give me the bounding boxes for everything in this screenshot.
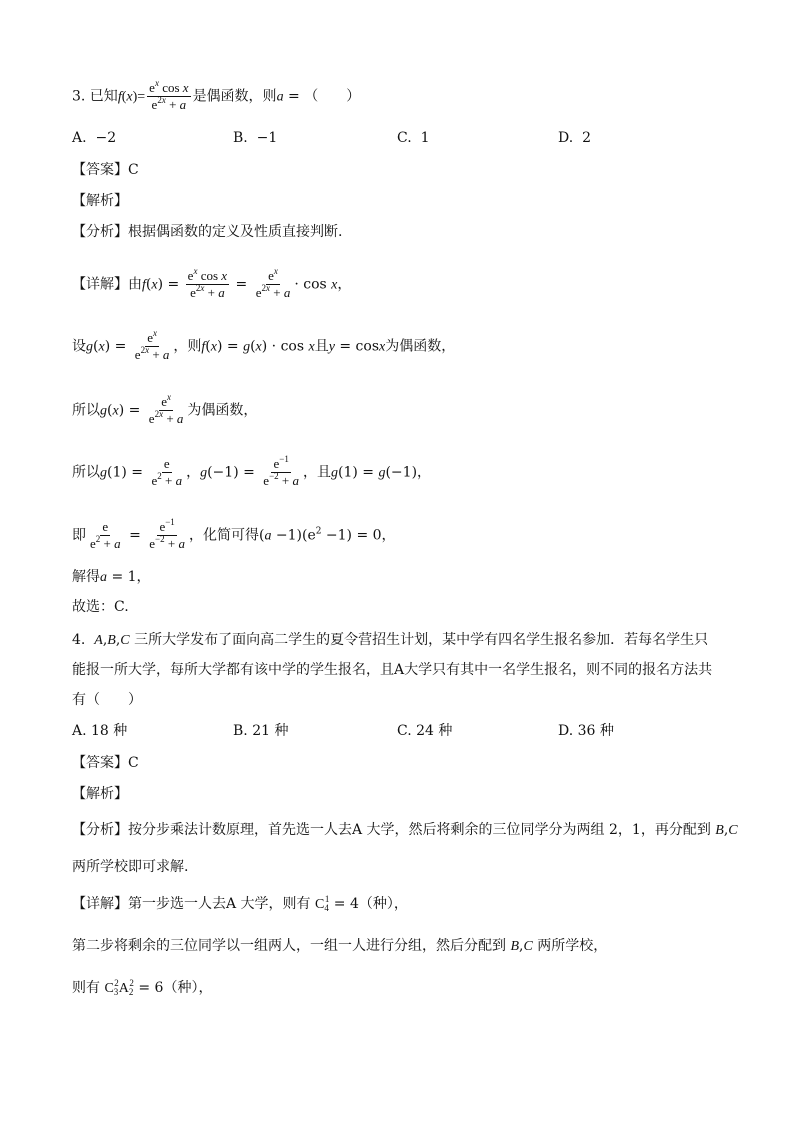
q4-stem-line2: 能报一所大学，每所大学都有该中学的学生报名，且A大学只有其中一名学生报名，则不同的报名方法共	[72, 662, 713, 678]
q3-detail-line6: 解得a = 1，	[72, 569, 151, 585]
q3-answer: 【答案】C	[72, 162, 139, 178]
q3-fenxi: 【分析】根据偶函数的定义及性质直接判断.	[72, 224, 343, 240]
q3-detail-line5: 即 $\frac{e}{e^2 + a}$ = $\frac{e^{-1}}{e^{-2} + a}$ ，化简可得$(a -1)(e^2 -1) = 0$，	[72, 517, 396, 551]
q3-detail-line4: 所以g(1) = $\frac{e}{e^2 + a}$ ，g(−1) = $\frac{e^{-1}}{e^{-2} + a}$ ，且g(1) = g(−1)，	[72, 454, 432, 488]
q4-option-c: C. 24 种	[397, 723, 453, 739]
q3-detail-line1: 【详解】由f(x) = $\frac{e^x \cos x}{e^{2x} + a}$ = $\frac{e^x}{e^{2x} + a}$ · cos x，	[72, 266, 352, 300]
q4-analysis-tag: 【解析】	[72, 786, 128, 802]
q3-detail-line2: 设g(x) = $\frac{e^x}{e^{2x} + a}$ ，则f(x) = g(x) · cos x且y = cosx为偶函数，	[72, 328, 456, 362]
q3-analysis-tag: 【解析】	[72, 193, 128, 209]
q4-fenxi-line1: 【分析】按分步乘法计数原理，首先选一人去A 大学，然后将剩余的三位同学分为两组 2，1，再分配到 B,C	[72, 822, 738, 838]
q3-option-c: C. 1	[397, 130, 430, 146]
fraction: $\frac{e^x \cos x}{e^{2x} + a}$	[149, 78, 189, 112]
q3-option-a: A. −2	[72, 130, 117, 146]
q3-detail-line3: 所以g(x) = $\frac{e^x}{e^{2x} + a}$ 为偶函数，	[72, 392, 258, 426]
q3-option-b: B. −1	[233, 130, 278, 146]
q4-stem-line3: 有（ ）	[72, 692, 142, 708]
q3-option-d: D. 2	[558, 130, 592, 146]
q4-detail-line3: 则有 $C_3^2A_2^2 = 6$（种），	[72, 978, 213, 997]
q4-detail-line2: 第二步将剩余的三位同学以一组两人，一组一人进行分组，然后分配到 B,C 两所学校，	[72, 938, 608, 954]
q4-answer: 【答案】C	[72, 755, 139, 771]
q4-option-a: A. 18 种	[72, 723, 128, 739]
q4-option-d: D. 36 种	[558, 723, 614, 739]
q4-detail-line1: 【详解】第一步选一人去A 大学，则有 $C_4^1 = 4$（种），	[72, 894, 408, 913]
q4-option-b: B. 21 种	[233, 723, 289, 739]
q3-stem: 3. 已知f(x)= $\frac{e^x \cos x}{e^{2x} + a}$ 是偶函数，则a = （ ）	[72, 78, 361, 112]
q3-detail-line7: 故选：C.	[72, 599, 129, 615]
q4-stem-line1: 4. A,B,C 三所大学发布了面向高二学生的夏令营招生计划，某中学有四名学生报名参加．若每名学生只	[72, 632, 709, 648]
q4-fenxi-line2: 两所学校即可求解.	[72, 859, 189, 875]
